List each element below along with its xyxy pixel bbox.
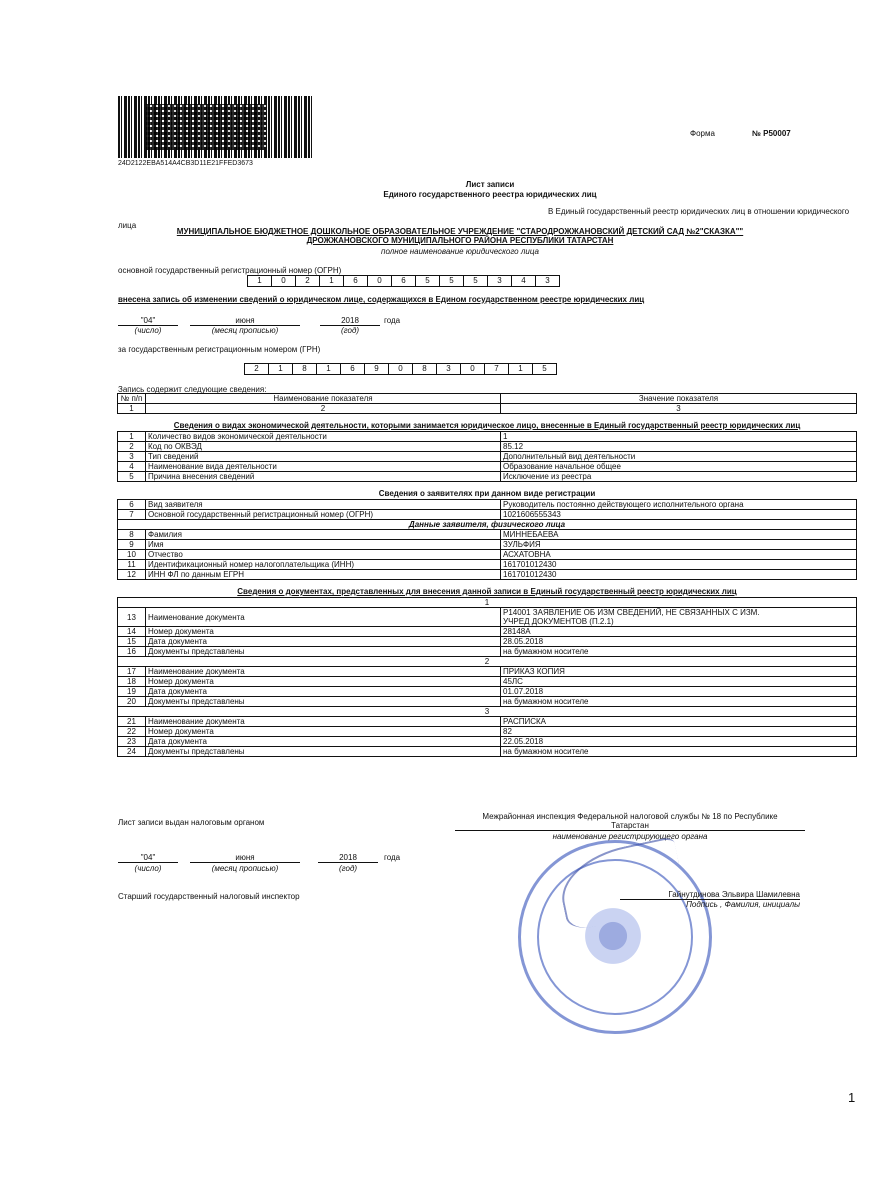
document-group-1: 1 [118, 598, 857, 608]
table-row [118, 667, 857, 677]
date1-month-caption: (месяц прописью) [211, 326, 279, 335]
row-value: 161701012430 [501, 570, 857, 580]
row-num: 23 [118, 737, 146, 747]
row-value: 28148А [501, 627, 857, 637]
row-num: 17 [118, 667, 146, 677]
subsection-applicant-person: Данные заявителя, физического лица [118, 520, 857, 530]
row-num: 21 [118, 717, 146, 727]
table-row [118, 687, 857, 697]
row-value: РАСПИСКА [501, 717, 857, 727]
row-value: на бумажном носителе [501, 747, 857, 757]
row-name: Фамилия [146, 530, 501, 540]
table-row [118, 432, 857, 442]
row-value: ЗУЛЬФИЯ [501, 540, 857, 550]
grn-label: за государственным регистрационным номером (ГРН) [118, 345, 321, 354]
row-name: Дата документа [146, 737, 501, 747]
table-row [118, 540, 857, 550]
intro-cont: лица [118, 221, 137, 230]
row-name: Количество видов экономической деятельности [146, 432, 501, 442]
row-name: Документы представлены [146, 747, 501, 757]
intro-text: В Единый государственный реестр юридических лиц в отношении юридического [548, 207, 850, 216]
row-value: АСХАТОВНА [501, 550, 857, 560]
date2-year-suffix: года [384, 853, 401, 862]
row-value: 161701012430 [501, 560, 857, 570]
row-value: МИННЕБАЕВА [501, 530, 857, 540]
record-made: внесена запись об изменении сведений о юридическом лице, содержащихся в Едином государственном реестре юридических лиц [118, 295, 645, 304]
row-num: 12 [118, 570, 146, 580]
grn-digit: 6 [340, 363, 365, 375]
title-line2: Единого государственного реестра юридических лиц [383, 190, 597, 199]
row-value: 01.07.2018 [501, 687, 857, 697]
row-value: Исключение из реестра [501, 472, 857, 482]
table-row [118, 500, 857, 510]
section-applicants: Сведения о заявителях при данном виде регистрации [378, 489, 596, 498]
row-num: 3 [118, 452, 146, 462]
grn-digit: 1 [316, 363, 341, 375]
inspector-label: Старший государственный налоговый инспектор [118, 892, 300, 901]
row-name: Дата документа [146, 637, 501, 647]
ogrn-digit: 4 [511, 275, 536, 287]
row-value: 85.12 [501, 442, 857, 452]
org-name-line2: ДРОЖЖАНОВСКОГО МУНИЦИПАЛЬНОГО РАЙОНА РЕСПУБЛИКИ ТАТАРСТАН [306, 236, 614, 245]
title-line1: Лист записи [465, 180, 515, 189]
row-num: 9 [118, 540, 146, 550]
row-name: Причина внесения сведений [146, 472, 501, 482]
row-num: 4 [118, 462, 146, 472]
grn-digit: 8 [412, 363, 437, 375]
row-value: 22.05.2018 [501, 737, 857, 747]
section-documents: Сведения о документах, представленных для внесения данной записи в Единый государственный реестр юридических лиц [237, 587, 737, 596]
row-name: Отчество [146, 550, 501, 560]
table-head-index [118, 404, 857, 414]
table-row [118, 510, 857, 520]
grn-digit: 5 [532, 363, 557, 375]
ogrn-digit: 6 [391, 275, 416, 287]
row-num: 10 [118, 550, 146, 560]
ogrn-digit: 0 [367, 275, 392, 287]
table-row [118, 697, 857, 707]
table-row [118, 677, 857, 687]
table-row [118, 608, 857, 627]
ogrn-digit: 5 [439, 275, 464, 287]
authority-caption: наименование регистрирующего органа [552, 832, 708, 841]
date1-year: 2018 [320, 316, 380, 326]
row-num: 1 [118, 432, 146, 442]
date1-year-caption: (год) [340, 326, 360, 335]
ogrn-digit: 5 [463, 275, 488, 287]
row-name: Код по ОКВЭД [146, 442, 501, 452]
row-value: 82 [501, 727, 857, 737]
row-num: 2 [118, 442, 146, 452]
row-name: Дата документа [146, 687, 501, 697]
ogrn-digit: 0 [271, 275, 296, 287]
row-num: 16 [118, 647, 146, 657]
row-value: 1021606555343 [501, 510, 857, 520]
row-name: Имя [146, 540, 501, 550]
row-value: на бумажном носителе [501, 697, 857, 707]
row-num: 19 [118, 687, 146, 697]
table-row [118, 550, 857, 560]
ogrn-digit: 5 [415, 275, 440, 287]
row-value [501, 608, 857, 627]
table-row [118, 472, 857, 482]
table-row [118, 637, 857, 647]
row-value: на бумажном носителе [501, 647, 857, 657]
head-idx-num: 1 [118, 404, 146, 414]
row-num: 22 [118, 727, 146, 737]
head-idx-name: 2 [146, 404, 501, 414]
date2-year-caption: (год) [338, 864, 358, 873]
row-num: 11 [118, 560, 146, 570]
contains-label: Запись содержит следующие сведения: [118, 385, 267, 394]
head-idx-value: 3 [501, 404, 857, 414]
records-table [117, 393, 857, 757]
row-name: Основной государственный регистрационный номер (ОГРН) [146, 510, 501, 520]
row-name: ИНН ФЛ по данным ЕГРН [146, 570, 501, 580]
section-activities: Сведения о видах экономической деятельности, которыми занимается юридическое лицо, внесенные в Единый государственный реестр юридических лиц [173, 421, 801, 430]
grn-digits [245, 363, 557, 375]
ogrn-digit: 1 [319, 275, 344, 287]
row-num: 20 [118, 697, 146, 707]
table-head [118, 394, 857, 404]
grn-digit: 2 [244, 363, 269, 375]
ogrn-digit: 1 [247, 275, 272, 287]
head-num: № п/п [118, 394, 146, 404]
grn-digit: 0 [460, 363, 485, 375]
grn-digit: 9 [364, 363, 389, 375]
ogrn-digit: 3 [487, 275, 512, 287]
grn-digit: 1 [268, 363, 293, 375]
date1-year-suffix: года [384, 316, 401, 325]
date2-year: 2018 [318, 853, 378, 863]
ogrn-digit: 6 [343, 275, 368, 287]
date2-month: июня [190, 853, 300, 863]
table-row [118, 462, 857, 472]
barcode [118, 96, 312, 158]
table-row [118, 727, 857, 737]
grn-digit: 3 [436, 363, 461, 375]
authority-line2: Татарстан [455, 821, 805, 831]
head-value: Значение показателя [501, 394, 857, 404]
inspector-caption: Подпись , Фамилия, инициалы [686, 900, 800, 909]
grn-digit: 1 [508, 363, 533, 375]
head-name: Наименование показателя [146, 394, 501, 404]
row-value: Руководитель постоянно действующего исполнительного органа [501, 500, 857, 510]
row-name: Идентификационный номер налогоплательщика (ИНН) [146, 560, 501, 570]
row-name: Наименование документа [146, 608, 501, 627]
form-number: № Р50007 [752, 129, 791, 138]
table-row [118, 452, 857, 462]
row-num: 6 [118, 500, 146, 510]
page-number: 1 [848, 1090, 856, 1105]
barcode-text: 24D2122EBA514A4CB3D11E21FFED3673 [118, 160, 253, 167]
row-num: 7 [118, 510, 146, 520]
row-name: Вид заявителя [146, 500, 501, 510]
row-name: Документы представлены [146, 647, 501, 657]
date1-month: июня [190, 316, 300, 326]
table-row [118, 442, 857, 452]
inspector-name: Гайнутдинова Эльвира Шамилевна [620, 890, 800, 900]
row-value: 45ЛС [501, 677, 857, 687]
document-group-3: 3 [118, 707, 857, 717]
row-value: 28.05.2018 [501, 637, 857, 647]
row-num: 8 [118, 530, 146, 540]
row-value: Дополнительный вид деятельности [501, 452, 857, 462]
ogrn-label: основной государственный регистрационный номер (ОГРН) [118, 266, 342, 275]
row-name: Номер документа [146, 677, 501, 687]
table-row [118, 717, 857, 727]
table-row [118, 737, 857, 747]
row-num: 13 [118, 608, 146, 627]
grn-digit: 0 [388, 363, 413, 375]
row-num: 18 [118, 677, 146, 687]
date2-day-caption: (число) [134, 864, 162, 873]
org-name-line1: МУНИЦИПАЛЬНОЕ БЮДЖЕТНОЕ ДОШКОЛЬНОЕ ОБРАЗОВАТЕЛЬНОЕ УЧРЕЖДЕНИЕ "СТАРОДРОЖЖАНОВСКИЙ ДЕТСКИЙ САД №2"СКАЗКА"" [176, 227, 744, 236]
row-name: Номер документа [146, 727, 501, 737]
table-row [118, 560, 857, 570]
row-value-line1: Р14001 ЗАЯВЛЕНИЕ ОБ ИЗМ СВЕДЕНИЙ, НЕ СВЯЗАННЫХ С ИЗМ. [503, 608, 760, 617]
table-row [118, 570, 857, 580]
row-name: Наименование документа [146, 667, 501, 677]
row-name: Номер документа [146, 627, 501, 637]
issued-by: Лист записи выдан налоговым органом [118, 818, 265, 827]
row-name: Тип сведений [146, 452, 501, 462]
table-row [118, 747, 857, 757]
grn-digit: 8 [292, 363, 317, 375]
ogrn-digit: 3 [535, 275, 560, 287]
ogrn-digit: 2 [295, 275, 320, 287]
org-name-caption: полное наименование юридического лица [381, 247, 539, 256]
table-row [118, 627, 857, 637]
date2-month-caption: (месяц прописью) [211, 864, 279, 873]
grn-digit: 7 [484, 363, 509, 375]
date1-day: "04" [118, 316, 178, 326]
date2-day: "04" [118, 853, 178, 863]
form-label: Форма [690, 129, 715, 138]
row-name: Наименование вида деятельности [146, 462, 501, 472]
document-group-2: 2 [118, 657, 857, 667]
date1-day-caption: (число) [134, 326, 162, 335]
row-value-line2: УЧРЕД ДОКУМЕНТОВ (П.2.1) [503, 617, 614, 626]
row-name: Документы представлены [146, 697, 501, 707]
table-row [118, 530, 857, 540]
ogrn-digits [248, 275, 560, 287]
table-row [118, 647, 857, 657]
row-value: 1 [501, 432, 857, 442]
authority-line1: Межрайонная инспекция Федеральной налоговой службы № 18 по Республике [482, 812, 778, 821]
row-num: 14 [118, 627, 146, 637]
row-value: ПРИКАЗ КОПИЯ [501, 667, 857, 677]
row-num: 15 [118, 637, 146, 647]
row-name: Наименование документа [146, 717, 501, 727]
row-num: 24 [118, 747, 146, 757]
row-num: 5 [118, 472, 146, 482]
row-value: Образование начальное общее [501, 462, 857, 472]
